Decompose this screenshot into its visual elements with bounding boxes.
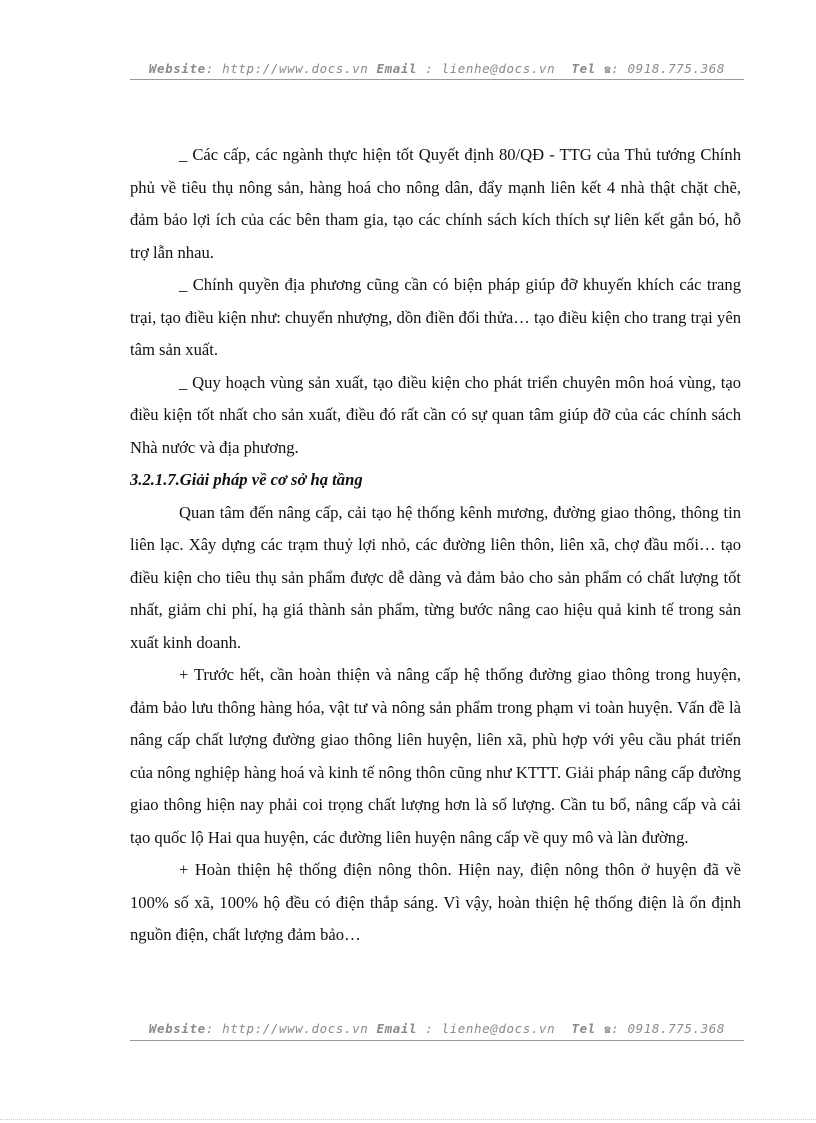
paragraph: + Trước hết, cần hoàn thiện và nâng cấp hệ thống đường giao thông trong huyện, đảm bảo lưu thông hàng hóa, vật tư và nông sản phẩm trong phạm vi toàn huyện. Vấn đề là nâng cấp chất lượng đường giao thông liên huyện, liên xã, phù hợp với yêu cầu phát triển của nông nghiệp hàng hoá và kinh tế nông thôn cũng như KTTT. Giải pháp nâng cấp đường giao thông hiện nay phải coi trọng chất lượng hơn là số lượng. Cần tu bổ, nâng cấp và cải tạo quốc lộ Hai qua huyện, các đường liên huyện nâng cấp về quy mô và làn đường.: [130, 665, 741, 847]
email-label: Email: [376, 61, 418, 76]
document-body: [130, 139, 741, 952]
website-label: Website: [148, 1021, 206, 1036]
section-heading: 3.2.1.7.Giải pháp về cơ sở hạ tầng: [130, 470, 363, 489]
paragraph: + Hoàn thiện hệ thống điện nông thôn. Hiện nay, điện nông thôn ở huyện đã về 100% số xã, 100% hộ đều có điện thắp sáng. Vì vậy, hoàn thiện hệ thống điện là ổn định nguồn điện, chất lượng đảm bảo…: [130, 860, 741, 944]
paragraph: _ Các cấp, các ngành thực hiện tốt Quyết định 80/QĐ - TTG của Thủ tướng Chính phủ về tiêu thụ nông sản, hàng hoá cho nông dân, đẩy mạnh liên kết 4 nhà thật chặt chẽ, đảm bảo lợi ích của các bên tham gia, tạo các chính sách kích thích sự liên kết gắn bó, hỗ trợ lẫn nhau.: [130, 145, 741, 262]
website-label: Website: [148, 61, 206, 76]
tel-label: Tel: [571, 61, 596, 76]
tel-value: : 0918.775.368: [611, 1021, 726, 1036]
paragraph: _ Chính quyền địa phương cũng cần có biện pháp giúp đỡ khuyến khích các trang trại, tạo điều kiện như: chuyển nhượng, dồn điền đổi thửa… tạo điều kiện cho trang trại yên tâm sản xuất.: [130, 275, 741, 359]
header-divider: [130, 79, 744, 80]
paragraph: Quan tâm đến nâng cấp, cải tạo hệ thống kênh mương, đường giao thông, thông tin liên lạc. Xây dựng các trạm thuỷ lợi nhỏ, các đường liên thôn, liên xã, chợ đầu mối… tạo điều kiện cho tiêu thụ sản phẩm được dễ dàng và đảm bảo cho sản phẩm có chất lượng tốt nhất, giảm chi phí, hạ giá thành sản phẩm, từng bước nâng cao hiệu quả kinh tế trong sản xuất kinh doanh.: [130, 502, 741, 652]
website-url: : http://www.docs.vn: [205, 1021, 369, 1036]
website-url: : http://www.docs.vn: [205, 61, 369, 76]
tel-label: Tel: [571, 1021, 596, 1036]
phone-icon: ☎: [604, 1023, 612, 1036]
tel-value: : 0918.775.368: [611, 61, 726, 76]
paragraph: _ Quy hoạch vùng sản xuất, tạo điều kiện cho phát triển chuyên môn hoá vùng, tạo điều kiện tốt nhất cho sản xuất, điều đó rất cần có sự quan tâm giúp đỡ của các chính sách Nhà nước và địa phương.: [130, 372, 741, 457]
email-value: : lienhe@docs.vn: [425, 1021, 556, 1036]
email-label: Email: [376, 1021, 418, 1036]
page-edge: [0, 1119, 816, 1120]
footer-divider: [130, 1040, 744, 1041]
email-value: : lienhe@docs.vn: [425, 61, 556, 76]
page-header: [130, 61, 744, 76]
page-footer: [130, 1021, 744, 1036]
phone-icon: ☎: [604, 63, 612, 76]
